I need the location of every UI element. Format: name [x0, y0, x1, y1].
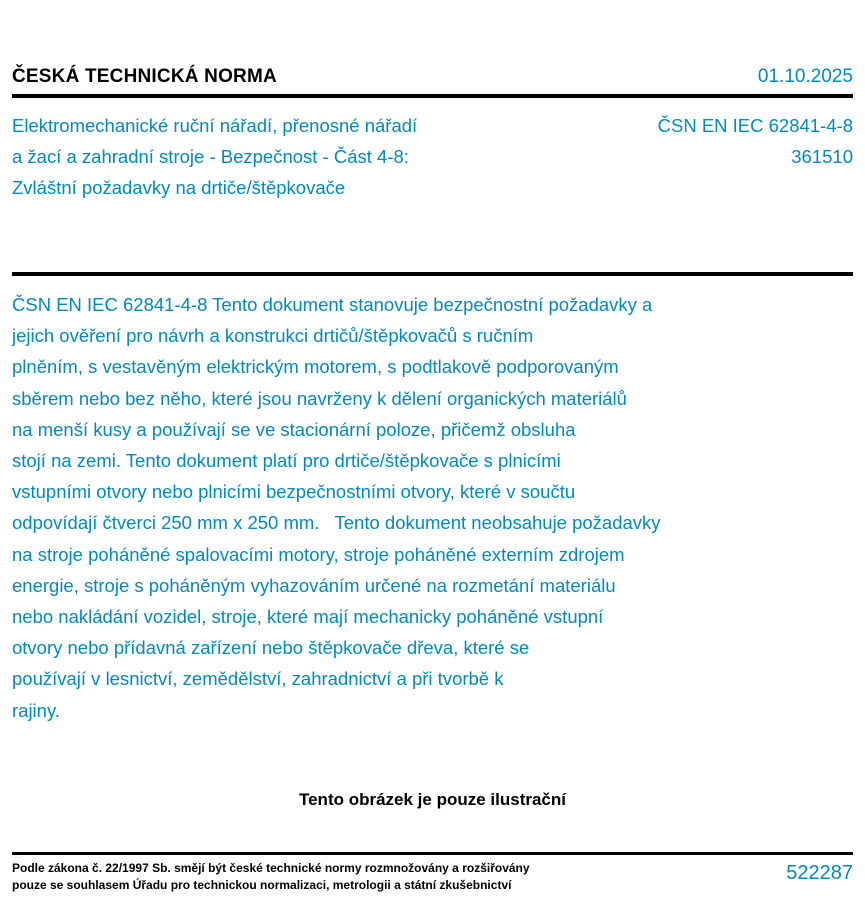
standard-title [12, 110, 417, 203]
abstract-line: stojí na zemi. Tento dokument platí pro drtiče/štěpkovače s plnicími [12, 450, 561, 472]
title-block [12, 110, 853, 203]
abstract-line: jejich ověření pro návrh a konstrukci drtičů/štěpkovačů s ručním [12, 325, 534, 347]
abstract-line: rajiny. [12, 699, 60, 721]
abstract-text [12, 289, 853, 726]
standard-label: ČESKÁ TECHNICKÁ NORMA [12, 66, 277, 87]
footer-legal-line: pouze se souhlasem Úřadu pro technickou normalizaci, metrologii a státní zkušebnictví [12, 878, 512, 892]
abstract-line: na menší kusy a používají se ve stacionární poloze, přičemž obsluha [12, 418, 576, 440]
abstract-line: na stroje poháněné spalovacími motory, stroje poháněné externím zdrojem [12, 543, 625, 565]
standard-title-line: Elektromechanické ruční nářadí, přenosné nářadí [12, 115, 418, 136]
abstract-line: sběrem nebo bez něho, které jsou navrženy k dělení organických materiálů [12, 387, 627, 409]
footer-document-code: 522287 [786, 862, 853, 884]
illustration-note: Tento obrázek je pouze ilustrační [298, 790, 566, 809]
abstract-line: vstupními otvory nebo plnicími bezpečnostními otvory, které v součtu [12, 481, 576, 503]
document-footer [12, 860, 853, 894]
abstract-line: používají v lesnictví, zemědělství, zahradnictví a při tvorbě k [12, 668, 504, 690]
footer-legal-notice [12, 860, 530, 894]
abstract-line: otvory nebo přídavná zařízení nebo štěpkovače dřeva, které se [12, 637, 530, 659]
standard-identifiers [658, 110, 853, 172]
standard-title-line: Zvláštní požadavky na drtiče/štěpkovače [12, 177, 346, 198]
standard-title-line: a žací a zahradní stroje - Bezpečnost - Část 4-8: [12, 146, 409, 167]
abstract-divider [12, 272, 853, 276]
abstract-line: nebo nakládání vozidel, stroje, které mají mechanicky poháněné vstupní [12, 606, 604, 628]
abstract-line: energie, stroje s poháněným vyhazováním určené na rozmetání materiálu [12, 574, 616, 596]
abstract-line: plněním, s vestavěným elektrickým motorem, s podtlakově podporovaným [12, 356, 619, 378]
publication-date: 01.10.2025 [757, 66, 853, 87]
abstract-line: ČSN EN IEC 62841-4-8 Tento dokument stanovuje bezpečnostní požadavky a [12, 294, 653, 315]
document-header [12, 66, 853, 88]
standard-classification-code: 361510 [791, 146, 853, 167]
header-divider [12, 94, 853, 98]
footer-legal-line: Podle zákona č. 22/1997 Sb. smějí být české technické normy rozmnožovány a rozšiřovány [12, 861, 530, 875]
footer-divider [12, 852, 853, 855]
standard-designation: ČSN EN IEC 62841-4-8 [657, 115, 853, 136]
abstract-line: odpovídají čtverci 250 mm x 250 mm. Tento dokument neobsahuje požadavky [12, 512, 661, 534]
